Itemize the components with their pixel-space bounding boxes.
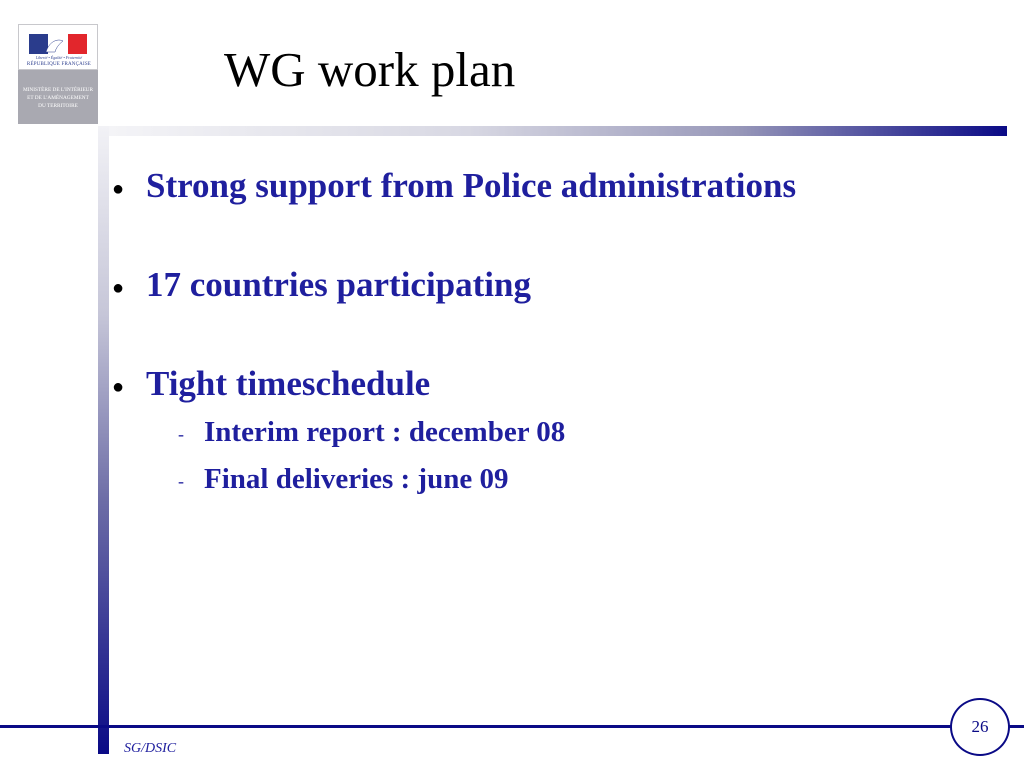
ministry-logo bbox=[18, 24, 98, 124]
sub-bullet-item bbox=[178, 462, 508, 498]
vertical-gradient-bar bbox=[98, 126, 109, 754]
dash-icon: - bbox=[178, 471, 184, 492]
dash-icon: - bbox=[178, 424, 184, 445]
bullet-dot-icon: ● bbox=[112, 276, 125, 299]
bullet-text: Tight timeschedule bbox=[146, 364, 431, 403]
logo-ministry-name bbox=[20, 86, 96, 110]
slide-title: WG work plan bbox=[224, 42, 516, 97]
logo-ministry-line: MINISTÈRE DE L'INTÉRIEUR bbox=[22, 87, 94, 93]
page-number: 26 bbox=[950, 698, 1010, 756]
logo-ministry-line: DU TERRITOIRE bbox=[38, 103, 78, 109]
bullet-text: 17 countries participating bbox=[146, 265, 531, 304]
bullet-item bbox=[112, 364, 430, 407]
logo-motto: Liberté • Égalité • Fraternité bbox=[35, 55, 83, 60]
bullet-item bbox=[112, 265, 531, 308]
sub-bullet-text: Final deliveries : june 09 bbox=[204, 463, 509, 495]
footer-rule bbox=[0, 725, 1024, 728]
sub-bullet-item bbox=[178, 415, 565, 451]
bullet-item bbox=[112, 166, 796, 209]
footer-label: SG/DSIC bbox=[124, 741, 177, 756]
horizontal-gradient-bar bbox=[109, 126, 1007, 136]
logo-republic: RÉPUBLIQUE FRANÇAISE bbox=[26, 62, 92, 67]
logo-flag-area bbox=[18, 24, 98, 70]
marianne-flag-icon bbox=[29, 34, 87, 54]
bullet-text: Strong support from Police administrations bbox=[146, 166, 797, 205]
sub-bullet-text: Interim report : december 08 bbox=[204, 416, 566, 448]
bullet-dot-icon: ● bbox=[112, 177, 125, 200]
logo-ministry-line: ET DE L'AMÉNAGEMENT bbox=[27, 95, 89, 101]
bullet-dot-icon: ● bbox=[112, 375, 125, 398]
